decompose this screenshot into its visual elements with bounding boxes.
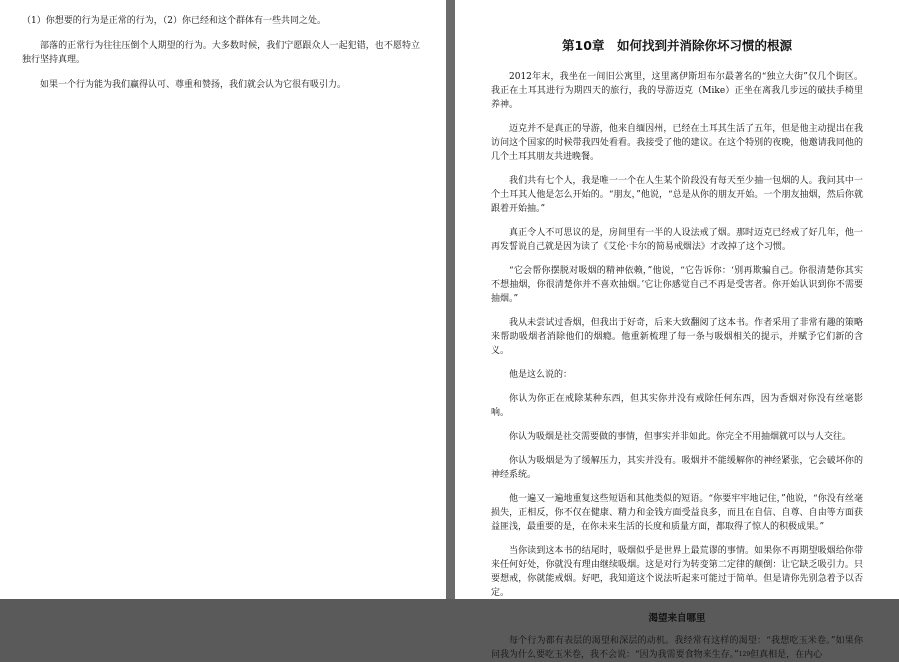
body-paragraph-13-tail: 但真相是，在内心 [750,650,823,660]
chapter-title: 第10章 如何找到并消除你坏习惯的根源 [562,38,792,53]
body-paragraph-1: 2012年末，我坐在一间旧公寓里，这里离伊斯坦布尔最著名的“独立大街”仅几个街区。我正在土耳其进行为期四天的旅行，我的导游迈克（Mike）正坐在离我几步远的破扶手椅里养神。 [491,72,863,110]
body-paragraph-6: 我从未尝试过香烟，但我出于好奇，后来大致翻阅了这本书。作者采用了非常有趣的策略来帮助吸烟者消除他们的烟瘾。他重新梳理了每一条与吸烟相关的提示，并赋予它们新的含义。 [491,318,863,356]
right-page [455,0,899,660]
body-paragraph-11: 他一遍又一遍地重复这些短语和其他类似的短语。“你要牢牢地记住，”他说，“你没有丝毫损失，正相反，你不仅在健康、精力和金钱方面受益良多，而且在自信、自尊、自由等方面获益匪浅，最重要的是，在你未来生活的长度和质量方面，都取得了惊人的积极成果。” [491,494,863,532]
body-paragraph-7: 他是这么说的： [509,370,573,380]
body-paragraph-10: 你认为吸烟是为了缓解压力，其实并没有。吸烟并不能缓解你的神经紧张，它会破坏你的神经系统。 [491,456,863,480]
left-page [0,0,446,599]
body-paragraph-2: 迈克并不是真正的导游，他来自缅因州，已经在土耳其生活了五年，但是他主动提出在我访问这个国家的时候带我四处看看。我接受了他的建议。在这个特别的夜晚，他邀请我同他的几个土耳其朋友共进晚餐。 [491,124,863,162]
body-paragraph-4: 真正令人不可思议的是，房间里有一半的人设法戒了烟。那时迈克已经戒了好几年，他一再发誓说自己就是因为读了《艾伦·卡尔的简易戒烟法》才改掉了这个习惯。 [491,228,863,252]
body-paragraph-13-text: 每个行为都有表层的渴望和深层的动机。我经常有这样的渴望：“我想吃玉米卷。”如果你问我为什么要吃玉米卷，我不会说：“因为我需要食物来生存。” [491,636,863,660]
body-paragraph-12: 当你读到这本书的结尾时，吸烟似乎是世界上最荒谬的事情。如果你不再期望吸烟给你带来任何好处，你就没有理由继续吸烟。这是对行为转变第二定律的颠倒：让它缺乏吸引力。只要想戒，你就能戒烟。好吧，我知道这个说法听起来可能过于简单。但是请你先别急着予以否定。 [491,546,863,598]
body-paragraph-9: 你认为吸烟是社交需要做的事情，但事实并非如此。你完全不用抽烟就可以与人交往。 [509,432,852,442]
left-paragraph-3: 如果一个行为能为我们赢得认可、尊重和赞扬，我们就会认为它很有吸引力。 [40,80,347,90]
body-paragraph-8: 你认为你正在戒除某种东西，但其实你并没有戒除任何东西，因为香烟对你没有丝毫影响。 [491,394,863,418]
section-title: 渴望来自哪里 [648,613,706,624]
body-paragraph-5: “它会帮你摆脱对吸烟的精神依赖，”他说，“它告诉你：‘别再欺骗自己。你很清楚你其实不想抽烟，你很清楚你并不喜欢抽烟。’它让你感觉自己不再是受害者。你开始认识到你不需要抽烟。” [491,266,863,304]
footnote-marker: 129 [738,651,751,658]
body-paragraph-3: 我们共有七个人，我是唯一一个在人生某个阶段没有每天至少抽一包烟的人。我问其中一个土耳其人他是怎么开始的。“朋友，”他说，“总是从你的朋友开始。一个朋友抽烟，然后你就跟着开始抽。” [491,176,863,214]
page-divider [446,0,455,599]
left-paragraph-1: （1）你想要的行为是正常的行为，（2）你已经和这个群体有一些共同之处。 [22,16,326,26]
body-paragraph-13 [491,634,863,662]
left-paragraph-2: 部落的正常行为往往压倒个人期望的行为。大多数时候，我们宁愿跟众人一起犯错，也不愿特立独行坚持真理。 [22,41,420,65]
